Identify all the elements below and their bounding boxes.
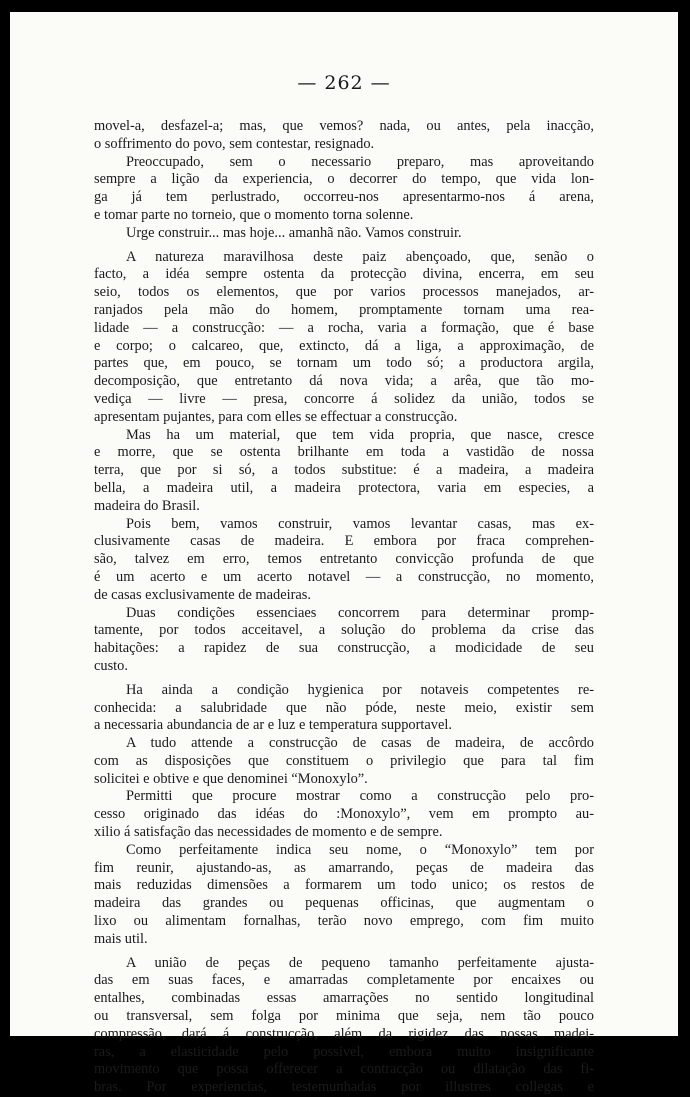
text-line: tamente, por todos acceitavel, a solução do problema da crise das	[94, 622, 594, 639]
text-line: Ha ainda a condição hygienica por notaveis competentes re-	[126, 681, 594, 698]
text-line: facto, a idéa sempre ostenta da protecção divina, encerra, em seu	[94, 266, 594, 283]
text-line: ou transversal, sem folga por minima que seja, nem tão pouco	[94, 1008, 594, 1025]
text-line: Preoccupado, sem o necessario preparo, mas aproveitando	[126, 153, 594, 170]
text-line: ga já tem perlustrado, occorreu-nos apresentarmo-nos á arena,	[94, 189, 594, 206]
text-line: Urge construir... mas hoje... amanhã não. Vamos construir.	[126, 224, 462, 241]
text-line: Permitti que procure mostrar como a construcção pelo pro-	[126, 788, 594, 805]
paragraph	[94, 225, 594, 243]
paragraph	[94, 842, 594, 949]
page-number: — 262 —	[297, 72, 391, 94]
body-text	[94, 118, 594, 1097]
text-line: ras, a elasticidade pelo possivel, embora muito insignificante	[94, 1043, 594, 1060]
text-line: mais util.	[94, 930, 148, 947]
text-line: conhecida: a salubridade que não póde, neste meio, existir sem	[94, 699, 594, 716]
text-line: apresentam pujantes, para com elles se effectuar a construcção.	[94, 408, 458, 425]
text-line: lidade — a construcção: — a rocha, varia a formação, que é base	[94, 319, 594, 336]
paragraph	[94, 955, 594, 1097]
paragraph	[94, 427, 594, 516]
text-line: Duas condições essenciaes concorrem para determinar promp-	[126, 604, 594, 621]
text-line: compressão, dará á construcção, além da rigidez das nossas madei-	[94, 1025, 594, 1042]
paragraph	[94, 735, 594, 788]
text-line: bella, a madeira util, a madeira protectora, varia em especies, a	[94, 479, 594, 496]
text-line: Como perfeitamente indica seu nome, o “Monoxylo” tem por	[126, 841, 594, 858]
text-line: de casas exclusivamente de madeiras.	[94, 586, 311, 603]
text-line: cesso originado das idéas do :Monoxylo”, vem em prompto au-	[94, 806, 594, 823]
text-line: das em suas faces, e amarradas completamente por encaixes ou	[94, 972, 594, 989]
text-line: bras. Por experiencias, testemunhadas por illustres collegas e	[94, 1079, 594, 1096]
text-line: decomposição, que entretanto dá nova vida; a arêa, que tão mo-	[94, 373, 594, 390]
text-line: com as disposições que constituem o privilegio que para tal fim	[94, 752, 594, 769]
paragraph	[94, 118, 594, 154]
paragraph	[94, 788, 594, 841]
text-line: e morre, que se ostenta brilhante em toda a vastidão de nossa	[94, 444, 594, 461]
text-line: habitações: a rapidez de sua construcção, a modicidade de seu	[94, 640, 594, 657]
text-line: a necessaria abundancia de ar e luz e temperatura supportavel.	[94, 717, 452, 734]
text-line: Mas ha um material, que tem vida propria, que nasce, cresce	[126, 426, 594, 443]
text-line: vediça — livre — presa, concorre á solidez da união, todos se	[94, 390, 594, 407]
text-line: ranjados pela mão do homem, promptamente tornam uma rea-	[94, 301, 594, 318]
text-line: lixo ou alimentam fornalhas, terão novo emprego, com fim muito	[94, 913, 594, 930]
text-line: e tomar parte no torneio, que o momento torna solenne.	[94, 206, 414, 223]
text-line: partes que, em pouco, se tornam um todo só; a productora argila,	[94, 355, 594, 372]
paragraph	[94, 249, 594, 427]
text-line: movimento que possa offerecer a contracção ou dilatação das fi-	[94, 1061, 594, 1078]
text-line: entalhes, combinadas essas amarrações no sentido longitudinal	[94, 990, 594, 1007]
text-line: é um acerto e um acerto notavel — a construcção, no momento,	[94, 568, 594, 585]
paragraph	[94, 516, 594, 605]
text-line: mais reduzidas dimensões a formarem um todo unico; os restos de	[94, 877, 594, 894]
text-line: A união de peças de pequeno tamanho perfeitamente ajusta-	[126, 954, 594, 971]
paragraph	[94, 605, 594, 676]
text-line: madeira das grandes ou pequenas officinas, que augmentam o	[94, 895, 594, 912]
text-line: o soffrimento do povo, sem contestar, resignado.	[94, 135, 375, 152]
text-line: movel-a, desfazel-a; mas, que vemos? nada, ou antes, pela inacção,	[94, 118, 594, 134]
text-line: A natureza maravilhosa deste paiz abençoado, que, senão o	[126, 248, 594, 265]
text-line: seio, todos os elementos, que por varios processos manejados, ar-	[94, 284, 594, 301]
paragraph	[94, 154, 594, 225]
text-line: sempre a lição da experiencia, o decorrer do tempo, que vida lon-	[94, 171, 594, 188]
text-line: custo.	[94, 657, 128, 674]
book-page	[10, 12, 678, 1096]
text-line: clusivamente casas de madeira. E embora por fraca comprehen-	[94, 533, 594, 550]
text-line: e corpo; o calcareo, que, extincto, dá a liga, a approximação, de	[94, 337, 594, 354]
text-line: madeira do Brasil.	[94, 497, 200, 514]
text-line: A tudo attende a construcção de casas de madeira, de accôrdo	[126, 735, 594, 752]
text-line: são, talvez em erro, temos entretanto convicção profunda de que	[94, 551, 594, 568]
text-line: fim reunir, ajustando-as, as amarrando, peças de madeira das	[94, 859, 594, 876]
text-line: solicitei e obtive e que denominei “Monoxylo”.	[94, 770, 368, 787]
text-line: terra, que por si só, a todos substitue: é a madeira, a madeira	[94, 462, 594, 479]
text-line: xilio á satisfação das necessidades de momento e de sempre.	[94, 824, 443, 841]
paragraph	[94, 682, 594, 735]
text-line: Pois bem, vamos construir, vamos levantar casas, mas ex-	[126, 515, 594, 532]
